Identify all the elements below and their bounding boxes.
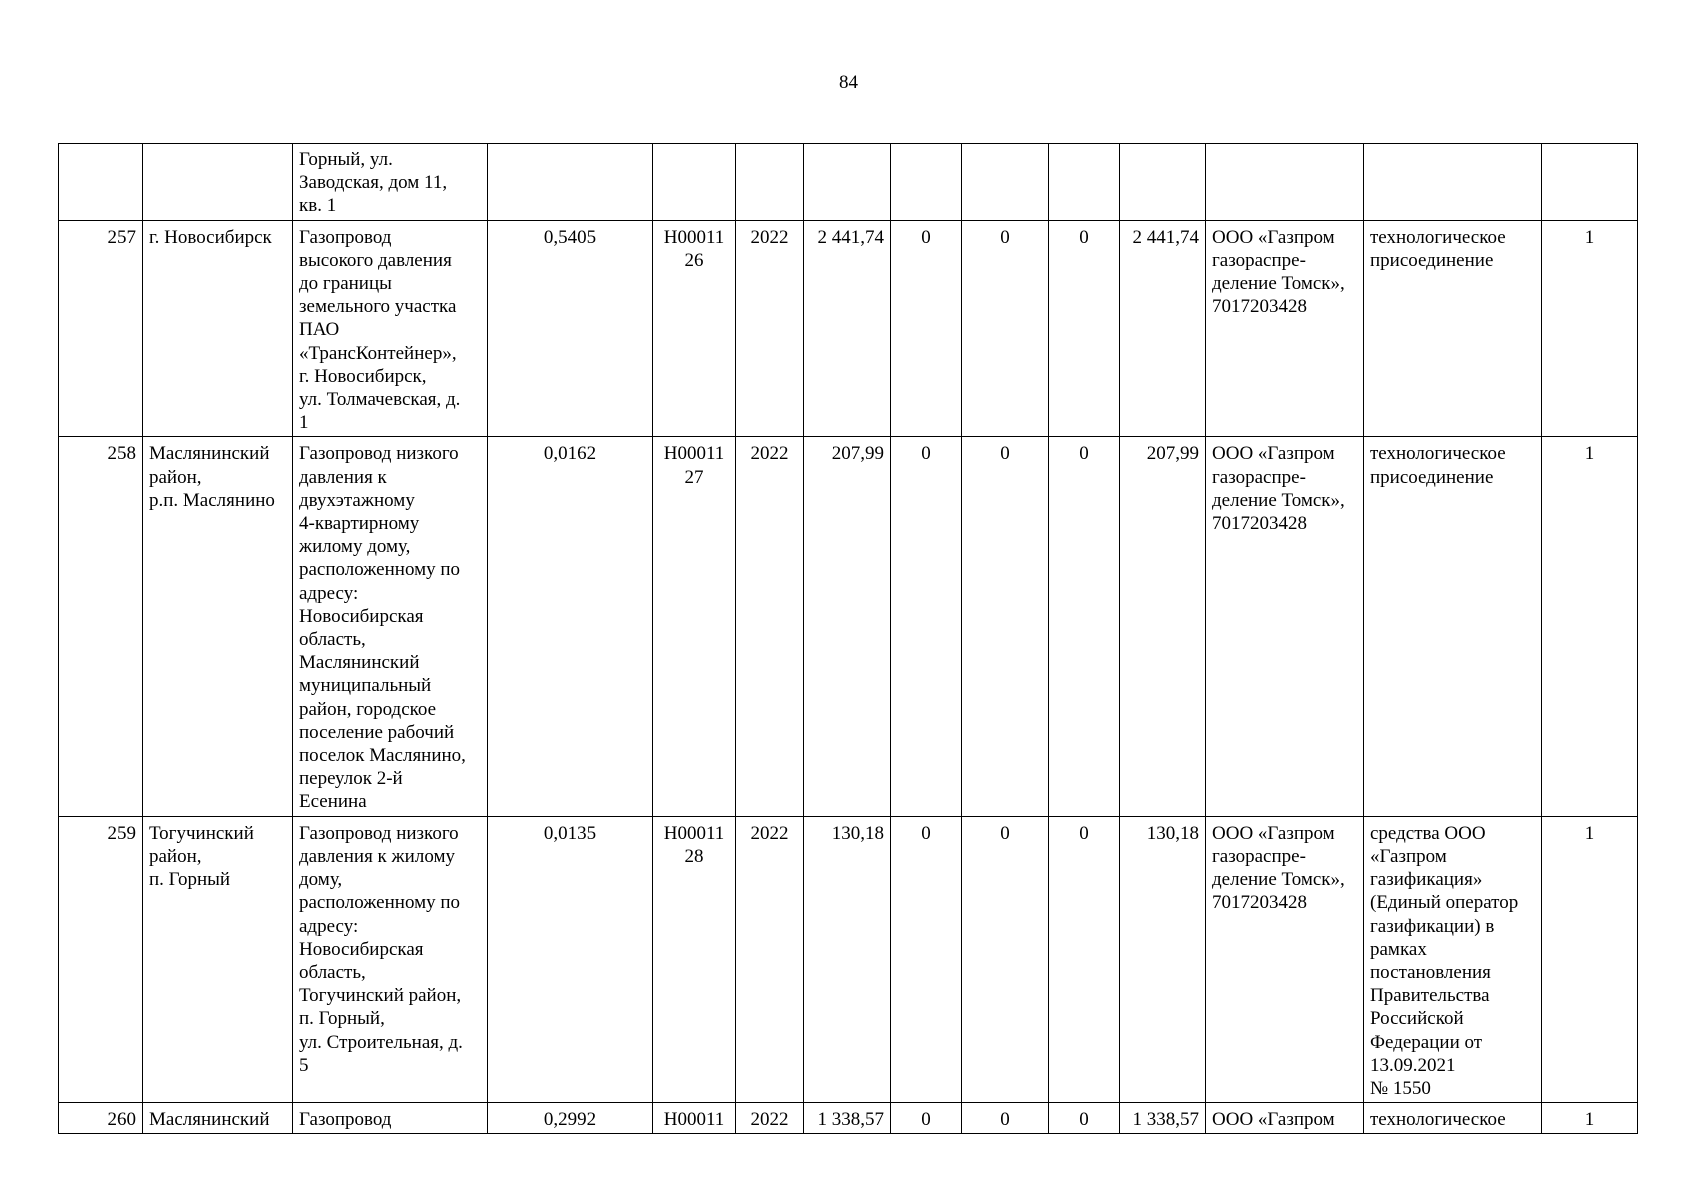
year-cell: 2022 <box>736 437 804 816</box>
organization-cell: ООО «Газпром газораспре- деление Томск», 7017203428 <box>1206 437 1364 816</box>
district-cell: Тогучинский район, п. Горный <box>143 816 293 1102</box>
last-col-cell: 1 <box>1542 437 1638 816</box>
year-cell <box>736 144 804 221</box>
cost-col-1-cell: 0 <box>891 437 962 816</box>
total-cost-cell: 130,18 <box>804 816 891 1102</box>
last-col-cell <box>1542 144 1638 221</box>
funding-source-cell: технологическое присоединение <box>1364 437 1542 816</box>
district-cell <box>143 144 293 221</box>
table-row <box>59 220 1638 437</box>
cost-col-3-cell: 0 <box>1049 816 1120 1102</box>
cost-col-3-cell: 0 <box>1049 220 1120 437</box>
table-row <box>59 1103 1638 1134</box>
district-cell: г. Новосибирск <box>143 220 293 437</box>
cost-col-2-cell: 0 <box>962 220 1049 437</box>
last-col-cell: 1 <box>1542 1103 1638 1134</box>
gas-pipeline-table <box>58 143 1638 1134</box>
cost-col-2-cell: 0 <box>962 816 1049 1102</box>
cost-col-1-cell: 0 <box>891 1103 962 1134</box>
cost-col-3-cell <box>1049 144 1120 221</box>
object-description-cell: Горный, ул. Заводская, дом 11, кв. 1 <box>293 144 488 221</box>
row-number-cell: 257 <box>59 220 143 437</box>
cost-col-1-cell <box>891 144 962 221</box>
year-cell: 2022 <box>736 220 804 437</box>
object-code-cell: Н00011 28 <box>653 816 736 1102</box>
length-cell: 0,5405 <box>488 220 653 437</box>
total-cost-cell: 207,99 <box>804 437 891 816</box>
total-cost-cell: 2 441,74 <box>804 220 891 437</box>
object-code-cell: Н00011 27 <box>653 437 736 816</box>
row-number-cell <box>59 144 143 221</box>
cost-col-3-cell: 0 <box>1049 1103 1120 1134</box>
length-cell <box>488 144 653 221</box>
last-col-cell: 1 <box>1542 220 1638 437</box>
object-code-cell <box>653 144 736 221</box>
object-description-cell: Газопровод высокого давления до границы земельного участка ПАО «ТрансКонтейнер», г. Новосибирск, ул. Толмачевская, д. 1 <box>293 220 488 437</box>
district-cell: Маслянинский <box>143 1103 293 1134</box>
funding-source-cell: технологическое присоединение <box>1364 220 1542 437</box>
total-cost-cell <box>804 144 891 221</box>
row-number-cell: 258 <box>59 437 143 816</box>
row-number-cell: 260 <box>59 1103 143 1134</box>
cost-col-4-cell: 130,18 <box>1120 816 1206 1102</box>
funding-source-cell: средства ООО «Газпром газификация» (Единый оператор газификации) в рамках постановления Правительства Российской Федерации от 13.09.2021 № 1550 <box>1364 816 1542 1102</box>
object-description-cell: Газопровод низкого давления к жилому дому, расположенному по адресу: Новосибирская область, Тогучинский район, п. Горный, ул. Строительная, д. 5 <box>293 816 488 1102</box>
total-cost-cell: 1 338,57 <box>804 1103 891 1134</box>
year-cell: 2022 <box>736 1103 804 1134</box>
table-row <box>59 144 1638 221</box>
cost-col-2-cell <box>962 144 1049 221</box>
cost-col-2-cell: 0 <box>962 1103 1049 1134</box>
district-cell: Маслянинский район, р.п. Маслянино <box>143 437 293 816</box>
cost-col-4-cell: 2 441,74 <box>1120 220 1206 437</box>
organization-cell: ООО «Газпром газораспре- деление Томск», 7017203428 <box>1206 220 1364 437</box>
cost-col-1-cell: 0 <box>891 220 962 437</box>
last-col-cell: 1 <box>1542 816 1638 1102</box>
length-cell: 0,0162 <box>488 437 653 816</box>
cost-col-4-cell <box>1120 144 1206 221</box>
object-description-cell: Газопровод низкого давления к двухэтажному 4-квартирному жилому дому, расположенному по адресу: Новосибирская область, Маслянинский муниципальный район, городское поселение рабочий поселок Маслянино, переулок 2-й Есенина <box>293 437 488 816</box>
funding-source-cell: технологическое <box>1364 1103 1542 1134</box>
year-cell: 2022 <box>736 816 804 1102</box>
page-number: 84 <box>839 72 858 93</box>
table-row <box>59 437 1638 816</box>
length-cell: 0,0135 <box>488 816 653 1102</box>
funding-source-cell <box>1364 144 1542 221</box>
organization-cell: ООО «Газпром <box>1206 1103 1364 1134</box>
cost-col-4-cell: 1 338,57 <box>1120 1103 1206 1134</box>
object-code-cell: Н00011 26 <box>653 220 736 437</box>
cost-col-3-cell: 0 <box>1049 437 1120 816</box>
cost-col-4-cell: 207,99 <box>1120 437 1206 816</box>
object-description-cell: Газопровод <box>293 1103 488 1134</box>
organization-cell: ООО «Газпром газораспре- деление Томск», 7017203428 <box>1206 816 1364 1102</box>
table-row <box>59 816 1638 1102</box>
organization-cell <box>1206 144 1364 221</box>
cost-col-1-cell: 0 <box>891 816 962 1102</box>
row-number-cell: 259 <box>59 816 143 1102</box>
cost-col-2-cell: 0 <box>962 437 1049 816</box>
length-cell: 0,2992 <box>488 1103 653 1134</box>
object-code-cell: Н00011 <box>653 1103 736 1134</box>
